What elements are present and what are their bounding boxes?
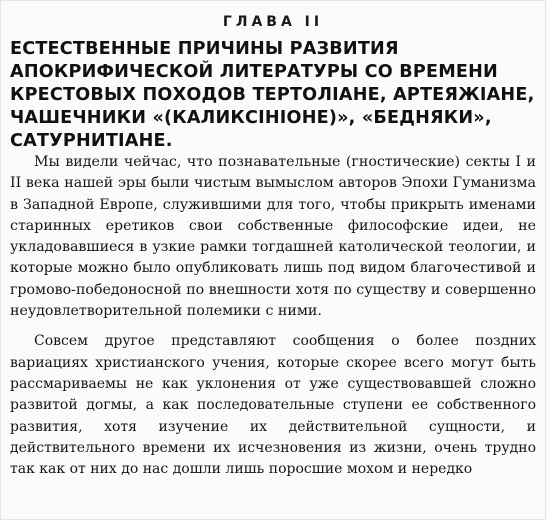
chapter-label: ГЛАВА II [222, 14, 324, 30]
body-text [10, 152, 536, 489]
paragraph-1: Мы видели чейчас, что познавательные (гностические) секты I и II века нашей эры были чистым вымыслом авторов Эпохи Гуманизма в Западной Европе, служившими для того, чтобы прикрыть именами старинных еретиков свои собственные философские идеи, не укладовавшиеся в узкие рамки тогдашней католической теологии, и которые можно было опубликовать лишь под видом благочестивой и громово-победоносной по внешности хотя по существу и совершенно неудовлетворительной полемики с ними. [10, 154, 536, 320]
chapter-title: ЕСТЕСТВЕННЫЕ ПРИЧИНЫ РАЗВИТИЯ АПОКРИФИЧЕСКОЙ ЛИТЕРАТУРЫ СО ВРЕМЕНИ КРЕСТОВЫХ ПОХОДОВ ТЕРТОЛІАНЕ, АРТЕЯЖІАНЕ, ЧАШЕЧНИКИ «(КАЛИКСІНІОНЕ)», «БЕДНЯКИ», САТУРНИТІАНЕ. [10, 39, 535, 151]
paragraph-2: Совсем другое представляют сообщения о более поздних вариациях христианского учения, которые скорее всего могут быть рассмариваемы не как уклонения от уже существовавшей сложно развитой догмы, а как последовательные ступени ее собственного развития, хотя изучение их действительной сущности, и действительного времени их исчезновения из жизни, очень трудно так как от них до нас дошли лишь поросшие мохом и нередко [10, 333, 536, 478]
